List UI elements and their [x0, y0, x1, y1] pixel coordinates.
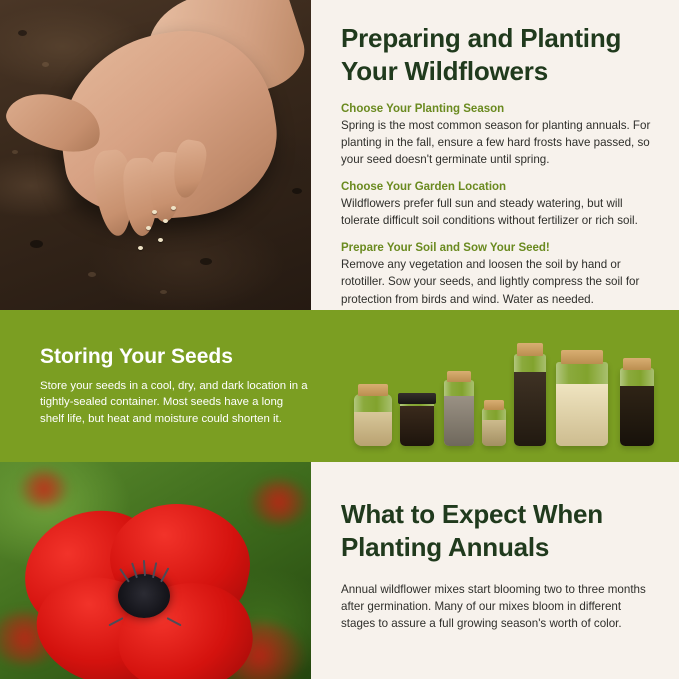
subheading-prepare-soil: Prepare Your Soil and Sow Your Seed!: [341, 242, 550, 255]
background-bloom: [20, 470, 68, 508]
seed-jar: [514, 354, 546, 446]
cork-lid: [517, 343, 543, 356]
section-one-text-column: [311, 0, 679, 310]
body-prepare-soil: Remove any vegetation and loosen the soil by hand or rototiller. Sow your seeds, and lightly compress the soil for protection from birds and wind. Water as needed.: [341, 258, 640, 306]
what-to-expect-body: Annual wildflower mixes start blooming two to three months after germination. Many of our mixes bloom in different stages to assure a full growing season's worth of color.: [341, 582, 646, 630]
seed-dot: [152, 210, 157, 214]
cork-lid: [561, 350, 603, 364]
cork-lid: [484, 400, 504, 410]
section-storing-your-seeds: [0, 310, 679, 462]
cork-lid: [447, 371, 471, 382]
seed-jar: [556, 362, 608, 446]
section-what-to-expect: [0, 462, 679, 679]
jar-lid: [398, 393, 436, 404]
seed-dot: [171, 206, 176, 210]
storing-seeds-body: Store your seeds in a cool, dry, and dark location in a tightly-sealed container. Most seeds have a long shelf life, but heat and moisture could shorten it.: [40, 379, 308, 425]
seed-jar: [620, 368, 654, 446]
seed-dot: [138, 246, 143, 250]
what-to-expect-title: What to Expect When Planting Annuals: [341, 499, 603, 563]
hand-sowing-seeds-photo: [0, 0, 311, 310]
seed-jar: [444, 380, 474, 446]
cork-lid: [623, 358, 651, 370]
page-title: Preparing and Planting Your Wildflowers: [341, 23, 622, 87]
section-three-text-column: [311, 462, 679, 679]
background-bloom: [250, 480, 308, 524]
seed-jars-photo: [330, 310, 679, 462]
seed-jar: [400, 402, 434, 446]
section-two-text-column: [0, 345, 330, 428]
body-planting-season: Spring is the most common season for planting annuals. For planting in the fall, ensure a few hard frosts have passed, so your seed doesn't germinate until spring.: [341, 118, 651, 166]
seed-dot: [146, 226, 151, 230]
body-garden-location: Wildflowers prefer full sun and steady watering, but will tolerate difficult soil conditions without fertilizer or rich soil.: [341, 197, 638, 228]
storing-seeds-title: Storing Your Seeds: [40, 344, 233, 368]
section-preparing-and-planting: [0, 0, 679, 310]
seed-dot: [158, 238, 163, 242]
subheading-garden-location: Choose Your Garden Location: [341, 181, 507, 193]
seed-dot: [163, 219, 168, 223]
subheading-planting-season: Choose Your Planting Season: [341, 102, 505, 115]
cork-lid: [358, 384, 388, 396]
seed-jar: [482, 408, 506, 446]
seed-jar: [354, 394, 392, 446]
red-poppy-photo: [0, 462, 311, 679]
